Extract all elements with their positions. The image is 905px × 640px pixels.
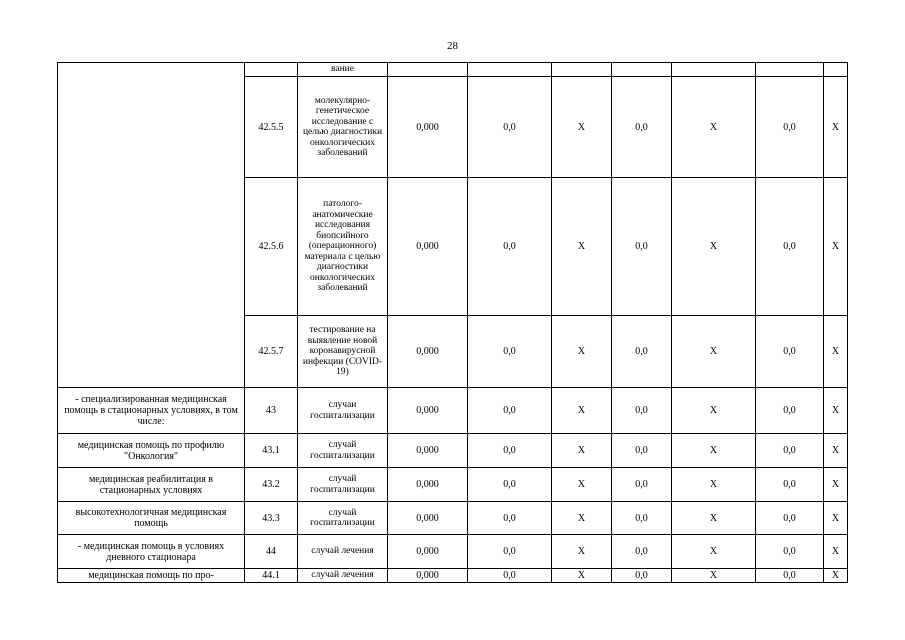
row-value-3: X: [552, 178, 612, 316]
page-number: 28: [447, 40, 458, 52]
row-value-1: 0,000: [388, 535, 468, 569]
row-value-1: 0,000: [388, 388, 468, 434]
row-value-5: X: [672, 434, 756, 468]
row-value-6: 0,0: [756, 434, 824, 468]
row-unit: патолого-анатомические исследования биопсийного (операционного) материала с целью диагностики онкологических заболеваний: [298, 178, 388, 316]
row-value-3: X: [552, 569, 612, 583]
row-value-7: X: [824, 388, 848, 434]
row-value-7: X: [824, 316, 848, 388]
row-value-6: 0,0: [756, 388, 824, 434]
row-code: 42.5.7: [245, 316, 298, 388]
row-value-7: X: [824, 77, 848, 178]
row-unit: случай лечения: [298, 569, 388, 583]
row-value-3: X: [552, 388, 612, 434]
row-value-3: X: [552, 434, 612, 468]
row-value-1: [388, 63, 468, 77]
row-code: 43: [245, 388, 298, 434]
row-value-2: 0,0: [468, 434, 552, 468]
row-value-6: 0,0: [756, 569, 824, 583]
row-value-2: 0,0: [468, 502, 552, 535]
empty-name-cell: [58, 63, 245, 388]
row-code: 43.1: [245, 434, 298, 468]
row-value-5: X: [672, 535, 756, 569]
row-name: медицинская помощь по профилю "Онкология": [58, 434, 245, 468]
row-value-4: 0,0: [612, 434, 672, 468]
row-value-4: 0,0: [612, 178, 672, 316]
row-code: 42.5.5: [245, 77, 298, 178]
row-code: 44: [245, 535, 298, 569]
row-value-2: 0,0: [468, 388, 552, 434]
row-unit: тестирование на выявление новой коронавирусной инфекции (COVID-19): [298, 316, 388, 388]
row-value-4: 0,0: [612, 502, 672, 535]
table-row: [58, 535, 848, 569]
row-value-3: X: [552, 535, 612, 569]
row-value-5: X: [672, 77, 756, 178]
row-value-4: [612, 63, 672, 77]
table-row: [58, 388, 848, 434]
row-value-1: 0,000: [388, 468, 468, 502]
table-row: [58, 569, 848, 583]
row-name: медицинская реабилитация в стационарных условиях: [58, 468, 245, 502]
row-value-4: 0,0: [612, 535, 672, 569]
row-code: 43.3: [245, 502, 298, 535]
row-value-7: X: [824, 569, 848, 583]
data-table: [57, 62, 848, 583]
row-value-3: X: [552, 502, 612, 535]
row-value-4: 0,0: [612, 77, 672, 178]
row-value-5: [672, 63, 756, 77]
row-value-3: [552, 63, 612, 77]
row-value-7: X: [824, 535, 848, 569]
row-value-5: X: [672, 316, 756, 388]
row-value-6: 0,0: [756, 316, 824, 388]
row-value-1: 0,000: [388, 502, 468, 535]
row-value-1: 0,000: [388, 178, 468, 316]
row-value-6: 0,0: [756, 77, 824, 178]
row-value-7: X: [824, 434, 848, 468]
row-value-4: 0,0: [612, 569, 672, 583]
row-value-4: 0,0: [612, 468, 672, 502]
row-name: высокотехнологичная медицинская помощь: [58, 502, 245, 535]
row-value-3: X: [552, 468, 612, 502]
row-value-7: X: [824, 178, 848, 316]
row-value-1: 0,000: [388, 434, 468, 468]
row-name: - медицинская помощь в условиях дневного стационара: [58, 535, 245, 569]
row-value-1: 0,000: [388, 316, 468, 388]
row-value-6: 0,0: [756, 535, 824, 569]
row-code: 42.5.6: [245, 178, 298, 316]
row-value-2: 0,0: [468, 468, 552, 502]
row-value-6: 0,0: [756, 178, 824, 316]
row-value-1: 0,000: [388, 569, 468, 583]
row-value-7: X: [824, 502, 848, 535]
row-value-4: 0,0: [612, 316, 672, 388]
table-row: [58, 502, 848, 535]
row-value-2: 0,0: [468, 77, 552, 178]
row-code: 44.1: [245, 569, 298, 583]
row-unit: случай госпитализации: [298, 434, 388, 468]
row-value-4: 0,0: [612, 388, 672, 434]
row-value-7: X: [824, 468, 848, 502]
row-code: [245, 63, 298, 77]
row-value-5: X: [672, 388, 756, 434]
row-unit: молекулярно-генетическое исследование с целью диагностики онкологических заболеваний: [298, 77, 388, 178]
row-value-6: [756, 63, 824, 77]
table-row: [58, 63, 848, 77]
row-name: - специализированная медицинская помощь в стационарных условиях, в том числе:: [58, 388, 245, 434]
row-unit: случай лечения: [298, 535, 388, 569]
row-value-7: [824, 63, 848, 77]
row-value-5: X: [672, 502, 756, 535]
row-value-2: [468, 63, 552, 77]
row-value-6: 0,0: [756, 502, 824, 535]
row-value-5: X: [672, 468, 756, 502]
row-unit: случай госпитализации: [298, 502, 388, 535]
row-value-2: 0,0: [468, 178, 552, 316]
row-name: медицинская помощь по про-: [58, 569, 245, 583]
row-code: 43.2: [245, 468, 298, 502]
row-value-2: 0,0: [468, 535, 552, 569]
table-row: [58, 468, 848, 502]
row-value-5: X: [672, 178, 756, 316]
table-row: [58, 434, 848, 468]
row-value-1: 0,000: [388, 77, 468, 178]
row-unit: случай госпитализации: [298, 468, 388, 502]
row-value-6: 0,0: [756, 468, 824, 502]
row-unit: случаи госпитализации: [298, 388, 388, 434]
row-value-2: 0,0: [468, 316, 552, 388]
row-value-3: X: [552, 77, 612, 178]
row-unit: вание: [298, 63, 388, 77]
row-value-3: X: [552, 316, 612, 388]
row-value-2: 0,0: [468, 569, 552, 583]
row-value-5: X: [672, 569, 756, 583]
